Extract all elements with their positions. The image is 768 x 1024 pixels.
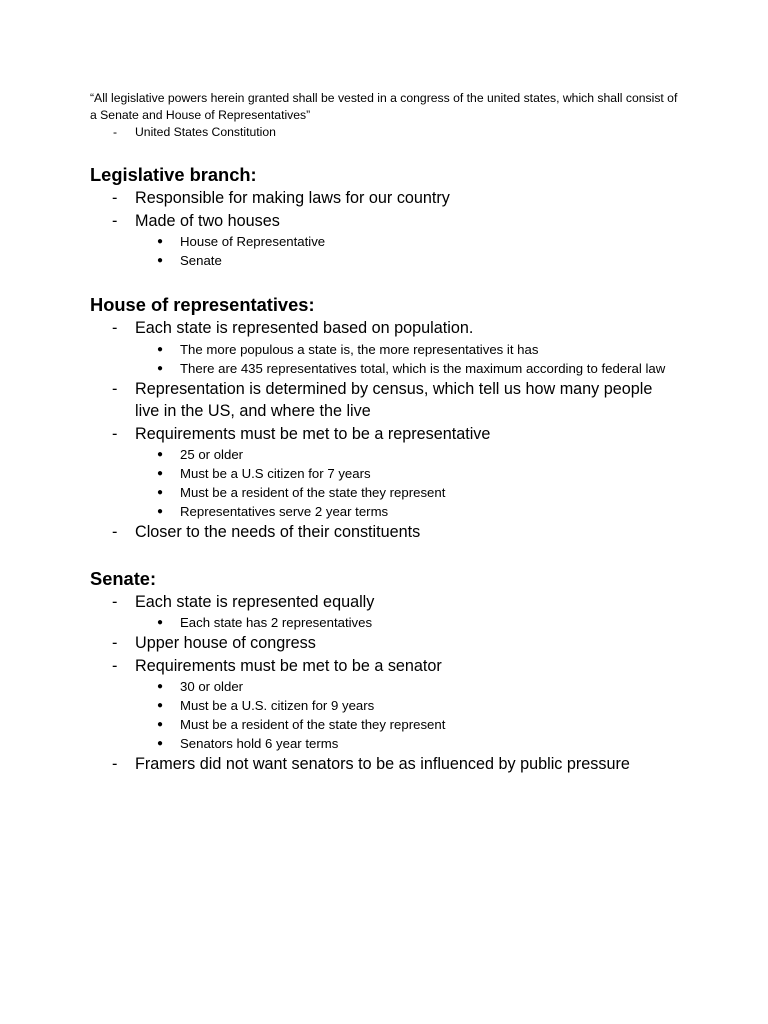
house-section [90,293,680,544]
list-item [90,187,680,210]
legislative-list [90,187,680,270]
sub-list-item [90,715,680,734]
list-item-text: Representation is determined by census, which tell us how many people live in the US, and where the live [135,379,653,420]
sub-list-item [90,502,680,521]
list-item [90,378,680,423]
house-list [90,317,680,544]
list-item [90,591,680,614]
sub-list-item [90,340,680,359]
bullet-marker: ● [157,487,164,498]
dash-marker: - [112,379,118,398]
dash-marker: - [112,211,118,230]
legislative-heading: Legislative branch: [90,164,257,185]
sub-list-item [90,232,680,251]
document-page [90,90,680,776]
legislative-section [90,163,680,270]
attribution-text: United States Constitution [135,125,276,139]
senate-heading: Senate: [90,567,157,589]
list-item [90,655,680,678]
sub-list-item-text: Senators hold 6 year terms [180,736,339,751]
sub-list-item-text: Representatives serve 2 year terms [180,504,389,519]
dash-marker: - [112,656,118,675]
sub-list-item [90,677,680,696]
bullet-marker: ● [157,362,164,374]
sub-list-item-text: 30 or older [180,679,244,694]
list-item-text: Framers did not want senators to be as influenced by public pressure [135,755,630,773]
bullet-marker: ● [157,506,164,517]
sub-list-item-text: Each state has 2 representatives [180,615,373,630]
list-item [90,210,680,233]
sub-list-item-text: Senate [180,253,222,268]
dash-marker: - [112,592,118,611]
sub-list-item-text: Must be a U.S citizen for 7 years [180,466,371,481]
sub-list-item-text: The more populous a state is, the more representatives it has [180,341,539,357]
list-item-text: Requirements must be met to be a senator [135,656,442,675]
list-item-text: Upper house of congress [135,634,316,652]
sub-list-item-text: There are 435 representatives total, which is the maximum according to federal law [180,360,666,376]
list-item [90,423,680,446]
bullet-marker: ● [157,343,164,355]
senate-list [90,591,680,776]
sub-list-item-text: 25 or older [180,447,244,462]
bullet-marker: ● [157,255,164,266]
sub-list-item [90,445,680,464]
dash-marker: - [112,319,118,337]
house-heading: House of representatives: [90,294,315,315]
list-item-text: Each state is represented equally [135,592,375,611]
sub-list-item [90,464,680,483]
bullet-marker: ● [157,617,164,628]
sub-list-item-text: Must be a resident of the state they represent [180,485,446,500]
bullet-marker: ● [157,719,164,730]
dash-marker: - [112,755,118,773]
sub-list-item-text: House of Representative [180,234,326,249]
sub-list-item [90,613,680,632]
bullet-marker: ● [157,449,164,460]
sub-list-item [90,696,680,715]
dash-marker: - [112,634,118,652]
dash-marker: - [112,424,118,443]
bullet-marker: ● [157,700,164,711]
sub-list-item [90,734,680,753]
sub-list-item-text: Must be a U.S. citizen for 9 years [180,698,375,713]
quote-attribution [90,124,680,141]
list-item [90,632,680,655]
sub-list-item-text: Must be a resident of the state they represent [180,717,446,732]
constitution-quote: “All legislative powers herein granted shall be vested in a congress of the united states, which shall consist of a Senate and House of Representatives” [90,91,678,122]
list-item [90,753,680,776]
sub-list-item [90,359,680,378]
bullet-marker: ● [157,681,164,692]
list-item [90,317,680,340]
list-item-text: Closer to the needs of their constituents [135,523,421,541]
list-item-text: Made of two houses [135,211,280,230]
bullet-marker: ● [157,738,164,749]
senate-section [90,567,680,776]
sub-list-item [90,251,680,270]
dash-marker: - [112,523,118,541]
bullet-marker: ● [157,468,164,479]
list-item-text: Responsible for making laws for our country [135,189,450,207]
dash-marker: - [112,189,118,207]
dash-marker: - [113,125,118,139]
list-item [90,521,680,544]
list-item-text: Requirements must be met to be a representative [135,424,491,443]
list-item-text: Each state is represented based on population. [135,319,474,337]
sub-list-item [90,483,680,502]
bullet-marker: ● [157,236,164,247]
